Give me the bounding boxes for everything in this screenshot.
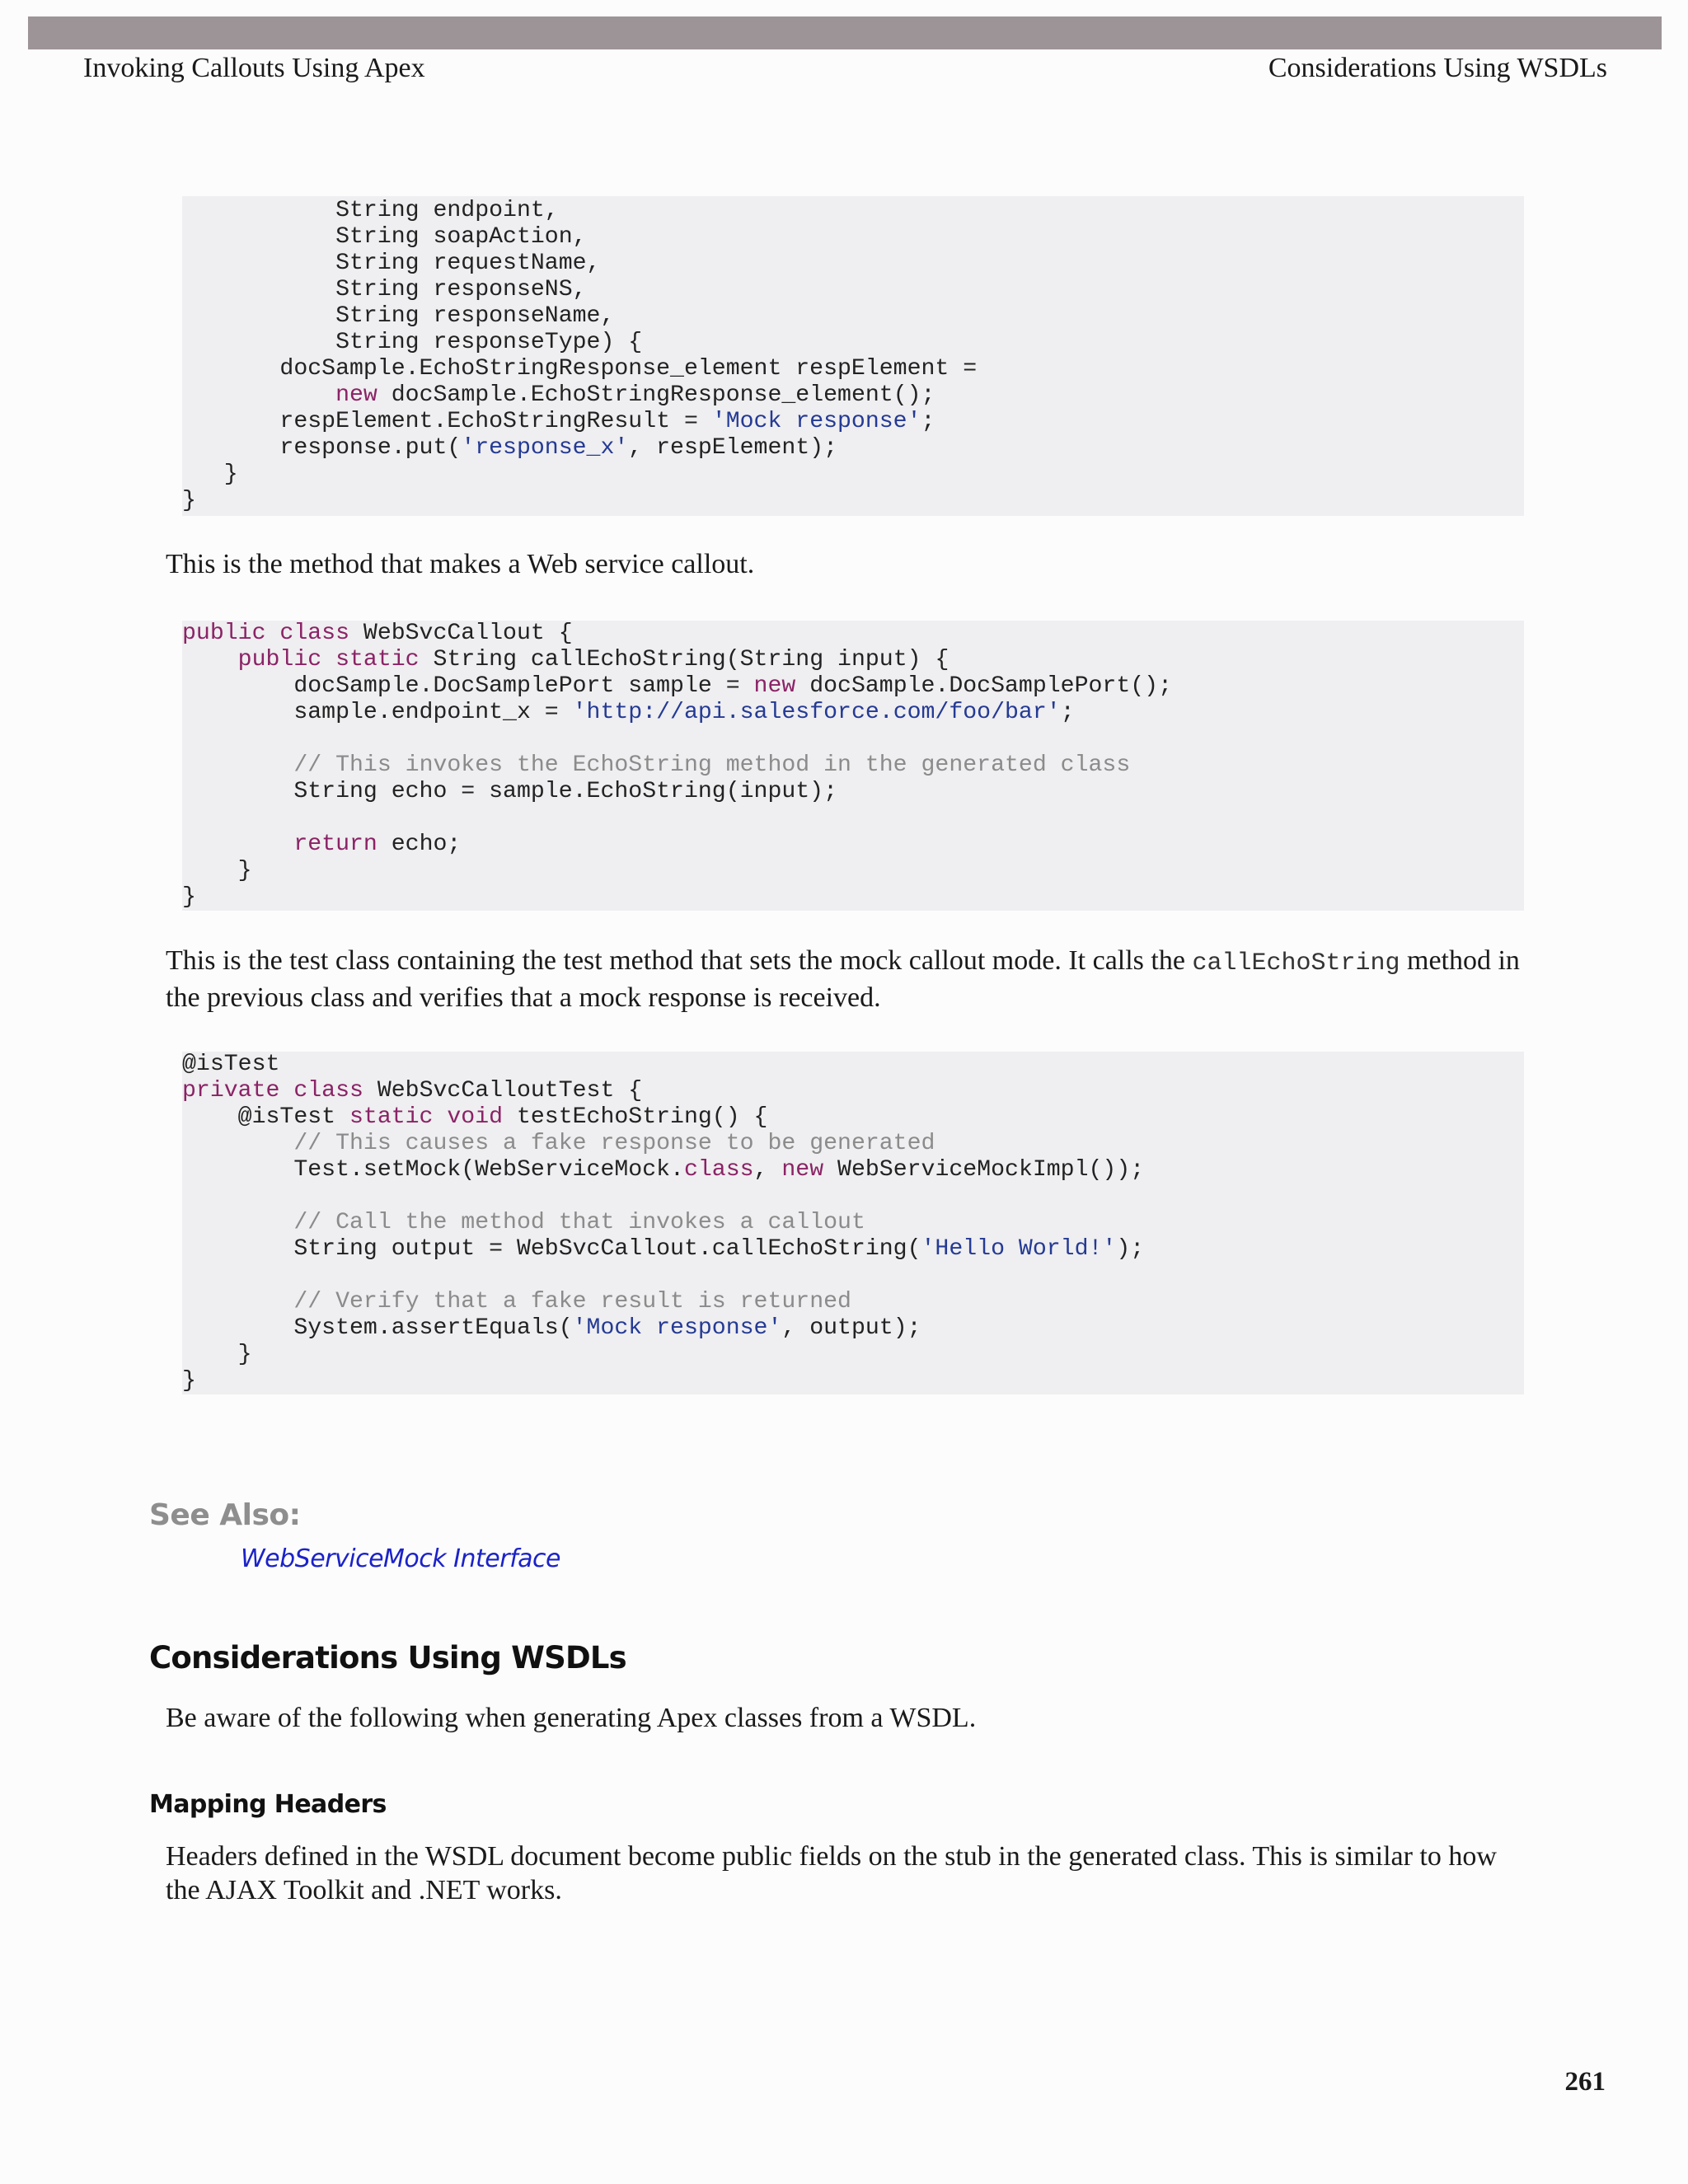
code-string: 'Mock response' (711, 409, 921, 434)
code-text (182, 832, 293, 857)
code-keyword: new (753, 673, 796, 699)
code-line (182, 488, 1524, 514)
code-line (182, 435, 1524, 462)
code-text: , (753, 1157, 782, 1183)
section-heading: Considerations Using WSDLs (149, 1640, 626, 1675)
code-keyword: static void (349, 1104, 504, 1130)
code-text: @isTest (182, 1104, 349, 1130)
header-bar (28, 16, 1662, 49)
code-text: String output = WebSvcCallout.callEchoString( (182, 1236, 921, 1262)
code-line (182, 1052, 1524, 1078)
code-text: String soapAction, (182, 224, 587, 250)
paragraph-callout-intro: This is the method that makes a Web service callout. (166, 549, 755, 579)
code-block-websvccallouttest (182, 1052, 1524, 1394)
code-line (182, 832, 1524, 858)
code-line (182, 1157, 1524, 1183)
code-line (182, 1289, 1524, 1315)
code-line (182, 647, 1524, 673)
code-line (182, 1368, 1524, 1394)
code-line (182, 462, 1524, 488)
paragraph-wsdl-intro: Be aware of the following when generating Apex classes from a WSDL. (166, 1703, 977, 1733)
code-text: respElement.EchoStringResult = (182, 409, 712, 434)
code-text: ; (921, 409, 935, 434)
code-line (182, 621, 1524, 647)
code-line (182, 700, 1524, 726)
code-line (182, 805, 1524, 832)
code-text: String responseName, (182, 303, 615, 329)
subsection-heading: Mapping Headers (149, 1790, 387, 1819)
page-number: 261 (1564, 2067, 1606, 2097)
webservicemock-interface-link[interactable]: WebServiceMock Interface (241, 1544, 560, 1573)
code-line (182, 409, 1524, 435)
code-line (182, 779, 1524, 805)
code-text: String requestName, (182, 251, 601, 276)
code-line (182, 382, 1524, 409)
code-text: Test.setMock(WebServiceMock. (182, 1157, 684, 1183)
paragraph-text-before: This is the test class containing the test method that sets the mock callout mode. It calls the (166, 945, 1193, 976)
code-text: sample.endpoint_x = (182, 700, 573, 725)
code-string: 'Mock response' (572, 1315, 782, 1341)
code-line (182, 1315, 1524, 1342)
code-text: , respElement); (628, 435, 838, 461)
code-keyword: public class (182, 621, 349, 646)
code-comment: // Call the method that invokes a callout (293, 1210, 865, 1235)
code-text: } (182, 1342, 252, 1367)
see-also-heading: See Also: (149, 1498, 301, 1532)
code-text (182, 752, 293, 778)
code-text: } (182, 858, 252, 883)
code-text (182, 647, 238, 673)
inline-code-callechostring: callEchoString (1192, 949, 1400, 977)
code-text: docSample.EchoStringResponse_element respElement = (182, 356, 978, 382)
code-line (182, 1236, 1524, 1263)
code-text: , output); (781, 1315, 921, 1341)
code-line (182, 752, 1524, 779)
code-keyword: public static (237, 647, 420, 673)
code-text: echo; (377, 832, 462, 857)
code-string: 'Hello World!' (921, 1236, 1117, 1262)
code-text: String endpoint, (182, 198, 559, 223)
paragraph-mapping-headers: Headers defined in the WSDL document become public fields on the stub in the generated class. This is similar to how the AJAX Toolkit and .NET works. (166, 1841, 1497, 1905)
code-keyword: private class (182, 1078, 363, 1104)
code-text: response.put( (182, 435, 462, 461)
code-text: } (182, 1368, 196, 1394)
code-line (182, 884, 1524, 911)
code-line (182, 303, 1524, 330)
code-text: } (182, 488, 196, 513)
code-text: String responseType) { (182, 330, 643, 355)
code-line (182, 1263, 1524, 1289)
code-text: WebServiceMockImpl()); (823, 1157, 1145, 1183)
code-keyword: new (781, 1157, 824, 1183)
code-text: } (182, 462, 238, 487)
code-text: WebSvcCalloutTest { (363, 1078, 643, 1104)
paragraph-test-class-intro (166, 944, 1534, 1015)
code-text: testEchoString() { (503, 1104, 768, 1130)
code-line (182, 1078, 1524, 1104)
code-comment: // This invokes the EchoString method in the generated class (293, 752, 1131, 778)
code-keyword: return (293, 832, 377, 857)
code-text: docSample.DocSamplePort(); (795, 673, 1172, 699)
running-header-right: Considerations Using WSDLs (1268, 53, 1607, 83)
code-line (182, 1183, 1524, 1210)
code-text (182, 1131, 293, 1156)
code-line (182, 1210, 1524, 1236)
code-line (182, 1131, 1524, 1157)
code-line (182, 858, 1524, 884)
code-line (182, 356, 1524, 382)
code-text: String responseNS, (182, 277, 587, 302)
code-text: String echo = sample.EchoString(input); (182, 779, 838, 804)
code-text (182, 1210, 293, 1235)
code-comment: // Verify that a fake result is returned (293, 1289, 851, 1315)
code-line (182, 726, 1524, 752)
code-line (182, 224, 1524, 251)
code-keyword: new (335, 382, 377, 408)
code-line (182, 673, 1524, 700)
code-keyword: class (683, 1157, 754, 1183)
code-line (182, 198, 1524, 224)
code-text: docSample.EchoStringResponse_element(); (377, 382, 935, 408)
code-text (182, 1289, 293, 1315)
code-block-mock-impl (182, 196, 1524, 516)
code-line (182, 1342, 1524, 1368)
code-line (182, 1104, 1524, 1131)
code-line (182, 330, 1524, 356)
code-line (182, 251, 1524, 277)
paragraph-text-after: method in the previous class and verifies that a mock response is received. (166, 945, 1520, 1013)
code-string: 'response_x' (461, 435, 629, 461)
code-text: @isTest (182, 1052, 280, 1077)
code-comment: // This causes a fake response to be generated (293, 1131, 935, 1156)
code-string: 'http://api.salesforce.com/foo/bar' (572, 700, 1061, 725)
running-header-left: Invoking Callouts Using Apex (83, 53, 425, 83)
code-text: WebSvcCallout { (349, 621, 573, 646)
code-line (182, 277, 1524, 303)
code-text: String callEchoString(String input) { (419, 647, 950, 673)
code-text: docSample.DocSamplePort sample = (182, 673, 754, 699)
code-text (182, 382, 335, 408)
code-text: ); (1116, 1236, 1145, 1262)
code-text: ; (1060, 700, 1075, 725)
code-block-websvccallout (182, 621, 1524, 911)
code-text: } (182, 884, 196, 910)
code-text: System.assertEquals( (182, 1315, 573, 1341)
